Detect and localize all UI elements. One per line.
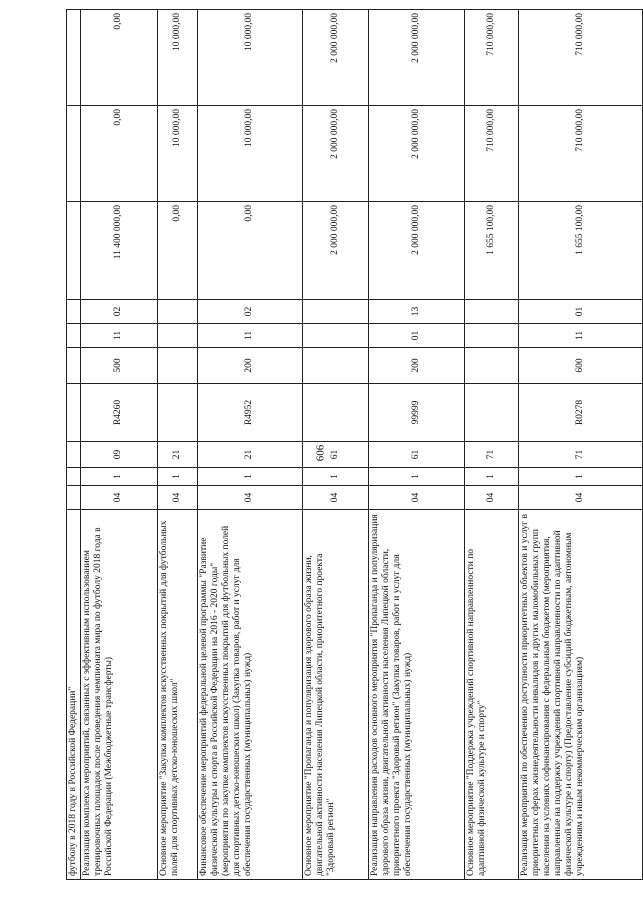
code-gp-cell: 04 bbox=[518, 486, 642, 510]
amount-year2-cell: 710 000,00 bbox=[464, 106, 518, 202]
code-direction-cell bbox=[67, 384, 81, 442]
code-event-cell bbox=[67, 442, 81, 468]
table-row bbox=[157, 10, 197, 880]
code-gp-cell: 04 bbox=[464, 486, 518, 510]
amount-year2-cell: 2 000 000,00 bbox=[368, 106, 464, 202]
code-subprogram-cell: 1 bbox=[157, 468, 197, 486]
expense-type-cell: 500 bbox=[80, 348, 157, 384]
amount-year2-cell: 0,00 bbox=[80, 106, 157, 202]
page-number-text: 606 bbox=[314, 444, 326, 462]
amount-year2-cell: 710 000,00 bbox=[518, 106, 642, 202]
code-gp-cell: 04 bbox=[157, 486, 197, 510]
subsection-cell bbox=[67, 300, 81, 324]
subsection-cell bbox=[464, 300, 518, 324]
amount-year3-cell: 2 000 000,00 bbox=[368, 10, 464, 106]
amount-year1-cell: 0,00 bbox=[197, 202, 302, 300]
expense-type-cell: 200 bbox=[368, 348, 464, 384]
code-event-cell: 61 bbox=[302, 442, 368, 468]
section-cell: 01 bbox=[368, 324, 464, 348]
subsection-cell: 02 bbox=[80, 300, 157, 324]
rotated-page-area bbox=[66, 13, 621, 880]
table-row bbox=[302, 10, 368, 880]
code-event-cell: 61 bbox=[368, 442, 464, 468]
amount-year3-cell: 2 000 000,00 bbox=[302, 10, 368, 106]
name-cell: Финансовое обеспечение мероприятий федеральной целевой программы "Развитие физической культуры и спорта в Российской Федерации на 2016 - 2020 годы" (мероприятия по закупке комплектов искусственных покрытий для футбольных полей для спортивных детско-юношеских школ) (Закупка товаров, работ и услуг для обеспечения государственных (муниципальных) нужд) bbox=[197, 510, 302, 880]
section-cell bbox=[302, 324, 368, 348]
table-row bbox=[464, 10, 518, 880]
expense-type-cell: 200 bbox=[197, 348, 302, 384]
code-subprogram-cell: 1 bbox=[518, 468, 642, 486]
section-cell: 11 bbox=[518, 324, 642, 348]
amount-year2-cell: 10 000,00 bbox=[197, 106, 302, 202]
subsection-cell bbox=[157, 300, 197, 324]
amount-year3-cell: 10 000,00 bbox=[197, 10, 302, 106]
code-event-cell: 71 bbox=[518, 442, 642, 468]
name-cell: Основное мероприятие "Пропаганда и популяризация здорового образа жизни, двигательной активности населения Липецкой области, приоритетного проекта "Здоровый регион" bbox=[302, 510, 368, 880]
section-cell bbox=[67, 324, 81, 348]
amount-year1-cell: 2 000 000,00 bbox=[302, 202, 368, 300]
amount-year2-cell: 10 000,00 bbox=[157, 106, 197, 202]
code-direction-cell bbox=[157, 384, 197, 442]
code-gp-cell bbox=[67, 486, 81, 510]
code-event-cell: 21 bbox=[197, 442, 302, 468]
amount-year2-cell: 2 000 000,00 bbox=[302, 106, 368, 202]
amount-year1-cell: 0,00 bbox=[157, 202, 197, 300]
expense-type-cell bbox=[464, 348, 518, 384]
section-cell: 11 bbox=[80, 324, 157, 348]
expense-type-cell bbox=[157, 348, 197, 384]
amount-year2-cell bbox=[67, 106, 81, 202]
name-cell: Реализация направления расходов основного мероприятия "Пропаганда и популяризация здорового образа жизни, двигательной активности населения Липецкой области, приоритетного проекта "Здоровый регион" (Закупка товаров, работ и услуг для обеспечения государственных (муниципальных) нужд) bbox=[368, 510, 464, 880]
section-cell bbox=[157, 324, 197, 348]
subsection-cell: 02 bbox=[197, 300, 302, 324]
name-cell: Реализация мероприятий по обеспечению доступности приоритетных объектов и услуг в приоритетных сферах жизнедеятельности инвалидов и других маломобильных групп населения на условиях софинансирования с федеральным бюджетом (мероприятия, направленные на поддержку учреждений спортивной направленности по адаптивной физической культуре и спорту) (Предоставление субсидий бюджетным, автономным учреждениям и иным некоммерческим организациям) bbox=[518, 510, 642, 880]
amount-year3-cell: 710 000,00 bbox=[518, 10, 642, 106]
code-subprogram-cell: 1 bbox=[464, 468, 518, 486]
section-cell bbox=[464, 324, 518, 348]
amount-year1-cell: 1 655 100,00 bbox=[464, 202, 518, 300]
table-body bbox=[67, 10, 643, 880]
table-row bbox=[80, 10, 157, 880]
amount-year3-cell bbox=[67, 10, 81, 106]
amount-year3-cell: 10 000,00 bbox=[157, 10, 197, 106]
code-gp-cell: 04 bbox=[368, 486, 464, 510]
name-cell: футболу в 2018 году в Российской Федерации" bbox=[67, 510, 81, 880]
expense-type-cell: 600 bbox=[518, 348, 642, 384]
amount-year1-cell: 2 000 000,00 bbox=[368, 202, 464, 300]
code-direction-cell: 99999 bbox=[368, 384, 464, 442]
code-direction-cell bbox=[302, 384, 368, 442]
code-gp-cell: 04 bbox=[80, 486, 157, 510]
amount-year3-cell: 710 000,00 bbox=[464, 10, 518, 106]
code-subprogram-cell: 1 bbox=[197, 468, 302, 486]
subsection-cell bbox=[302, 300, 368, 324]
code-direction-cell: R4260 bbox=[80, 384, 157, 442]
code-direction-cell bbox=[464, 384, 518, 442]
code-event-cell: 09 bbox=[80, 442, 157, 468]
subsection-cell: 01 bbox=[518, 300, 642, 324]
table-row bbox=[368, 10, 464, 880]
name-cell: Основное мероприятие "Поддержка учреждений спортивной направленности по адаптивной физической культуре и спорту" bbox=[464, 510, 518, 880]
amount-year1-cell bbox=[67, 202, 81, 300]
table-row bbox=[197, 10, 302, 880]
amount-year3-cell: 0,00 bbox=[80, 10, 157, 106]
expense-type-cell bbox=[302, 348, 368, 384]
name-cell: Основное мероприятие "Закупка комплектов искусственных покрытий для футбольных полей для спортивных детско-юношеских школ" bbox=[157, 510, 197, 880]
code-event-cell: 71 bbox=[464, 442, 518, 468]
name-cell: Реализация комплекса мероприятий, связанных с эффективным использованием тренировочных площадок после проведения чемпионата мира по футболу 2018 года в Российской Федерации (Межбюджетные трансферты) bbox=[80, 510, 157, 880]
code-event-cell: 21 bbox=[157, 442, 197, 468]
code-direction-cell: R4952 bbox=[197, 384, 302, 442]
rotated-table-container bbox=[66, 13, 621, 880]
code-subprogram-cell: 1 bbox=[80, 468, 157, 486]
code-direction-cell: R0278 bbox=[518, 384, 642, 442]
code-subprogram-cell bbox=[67, 468, 81, 486]
expense-type-cell bbox=[67, 348, 81, 384]
amount-year1-cell: 1 655 100,00 bbox=[518, 202, 642, 300]
amount-year1-cell: 11 400 000,00 bbox=[80, 202, 157, 300]
code-gp-cell: 04 bbox=[302, 486, 368, 510]
table-row bbox=[518, 10, 642, 880]
code-subprogram-cell: 1 bbox=[302, 468, 368, 486]
subsection-cell: 13 bbox=[368, 300, 464, 324]
section-cell: 11 bbox=[197, 324, 302, 348]
code-gp-cell: 04 bbox=[197, 486, 302, 510]
budget-table bbox=[66, 9, 643, 880]
code-subprogram-cell: 1 bbox=[368, 468, 464, 486]
table-row bbox=[67, 10, 81, 880]
